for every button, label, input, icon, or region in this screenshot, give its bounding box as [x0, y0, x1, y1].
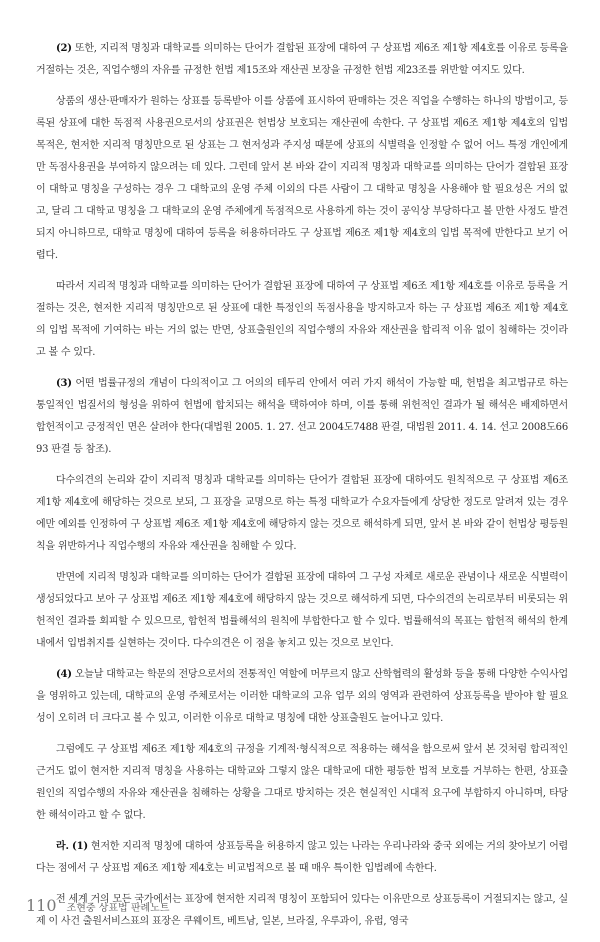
page-footer [26, 896, 170, 915]
paragraph [36, 836, 568, 880]
paragraph-text: 또한, 지리적 명칭과 대학교를 의미하는 단어가 결합된 표장에 대하여 구 상표법 제6조 제1항 제4호를 이유로 등록을 거절하는 것은, 직업수행의 자유를 규정한 헌법 제15조와 재산권 보장을 규정한 헌법 제23조를 위반할 여지도 있다. [36, 43, 568, 76]
paragraph [36, 567, 568, 655]
paragraph-marker: 라. (1) [56, 841, 88, 852]
paragraph-text: 다수의견의 논리와 같이 지리적 명칭과 대학교를 의미하는 단어가 결합된 표장에 대하여도 원칙적으로 구 상표법 제6조 제1항 제4호에 해당하는 것으로 보되, 그 표장을 교명으로 하는 특정 대학교가 수요자들에게 상당한 정도로 알려져 있는 경우에만 예외를 인정하여 구 상표법 제6조 제1항 제4호에 해당하지 않는 것으로 해석하게 되면, 앞서 본 바와 같이 헌법상 평등원칙을 위반하거나 직업수행의 자유와 재산권을 침해할 수 있다. [36, 475, 568, 552]
paragraph-text: 현저한 지리적 명칭에 대하여 상표등록을 허용하지 않고 있는 나라는 우리나라와 중국 외에는 거의 찾아보기 어렵다는 점에서 구 상표법 제6조 제1항 제4호는 비교법적으로 볼 때 매우 특이한 입법례에 속한다. [36, 841, 568, 874]
paragraph [36, 470, 568, 558]
paragraph [36, 91, 568, 267]
paragraph-marker: (2) [56, 43, 72, 54]
paragraph-text: 어떤 법률규정의 개념이 다의적이고 그 어의의 테두리 안에서 여러 가지 해석이 가능할 때, 헌법을 최고법규로 하는 통일적인 법질서의 형성을 위하여 헌법에 합치되는 해석을 택하여야 하며, 이를 통해 위헌적인 결과가 될 해석은 배제하면서 합헌적이고 긍정적인 면은 살려야 한다(대법원 2005. 1. 27. 선고 2004도7488 판결, 대법원 2011. 4. 14. 선고 2008도6693 판결 등 참조). [36, 378, 568, 455]
paragraph-text: 반면에 지리적 명칭과 대학교를 의미하는 단어가 결합된 표장에 대하여 그 구성 자체로 새로운 관념이나 새로운 식별력이 생성되었다고 보아 구 상표법 제6조 제1항 제4호에 해당하지 않는 것으로 해석하게 되면, 다수의견의 논리로부터 비롯되는 위헌적인 결과를 회피할 수 있으므로, 합헌적 법률해석의 원칙에 부합한다고 할 수 있다. 법률해석의 목표는 합헌적 해석의 한계 내에서 입법취지를 실현하는 것이다. 다수의견은 이 점을 놓치고 있는 것으로 보인다. [36, 572, 568, 649]
paragraph-marker: (4) [56, 669, 72, 680]
page-body [36, 38, 568, 942]
paragraph-marker: (3) [56, 378, 72, 389]
page-number: 110 [26, 896, 57, 915]
running-title: 조현중 상표법 판례노트 [66, 903, 170, 914]
paragraph-text: 전 세계 거의 모든 국가에서는 표장에 현저한 지리적 명칭이 포함되어 있다는 이유만으로 상표등록이 거절되지는 않고, 실제 이 사건 출원서비스표의 표장은 쿠웨이트, 베트남, 일본, 브라질, 우루과이, 유럽, 영국 [36, 894, 568, 927]
paragraph [36, 38, 568, 82]
paragraph-text: 오늘날 대학교는 학문의 전당으로서의 전통적인 역할에 머무르지 않고 산학협력의 활성화 등을 통해 다양한 수익사업을 영위하고 있는데, 대학교의 운영 주체로서는 이러한 대학교의 고유 업무 외의 영역과 관련하여 상표등록을 받아야 할 필요성이 오히려 더 크다고 볼 수 있고, 이러한 이유로 대학교 명칭에 대한 상표출원도 늘어나고 있다. [36, 669, 568, 724]
paragraph-text: 상품의 생산·판매자가 원하는 상표를 등록받아 이를 상품에 표시하여 판매하는 것은 직업을 수행하는 하나의 방법이고, 등록된 상표에 대한 독점적 사용권으로서의 상표권은 헌법상 보호되는 재산권에 속한다. 구 상표법 제6조 제1항 제4호의 입법 목적은, 현저한 지리적 명칭만으로 된 상표는 그 현저성과 주지성 때문에 상표의 식별력을 인정할 수 없어 어느 특정 개인에게만 독점사용권을 부여하지 않으려는 데 있다. 그런데 앞서 본 바와 같이 지리적 명칭과 대학교를 의미하는 단어가 결합된 표장이 대학교 명칭을 구성하는 경우 그 대학교의 운영 주체 이외의 다른 사람이 그 대학교 명칭을 사용해야 할 필요성은 거의 없고, 달리 그 대학교 명칭을 그 대학교의 운영 주체에게 독점적으로 사용하게 하는 것이 공익상 부당하다고 볼 만한 사정도 발견되지 아니하므로, 대학교 명칭에 대하여 등록을 허용하더라도 구 상표법 제6조 제1항 제4호의 입법 목적에 반한다고 보기 어렵다. [36, 96, 568, 261]
paragraph [36, 276, 568, 364]
paragraph [36, 664, 568, 730]
paragraph-text: 따라서 지리적 명칭과 대학교를 의미하는 단어가 결합된 표장에 대하여 구 상표법 제6조 제1항 제4호를 이유로 등록을 거절하는 것은, 현저한 지리적 명칭만으로 된 상표에 대한 특정인의 독점사용을 방지하고자 하는 구 상표법 제6조 제1항 제4호의 입법 목적에 기여하는 바는 거의 없는 반면, 상표출원인의 직업수행의 자유와 재산권을 합리적 이유 없이 침해하는 것이라고 볼 수 있다. [36, 281, 568, 358]
paragraph-text: 그럼에도 구 상표법 제6조 제1항 제4호의 규정을 기계적·형식적으로 적용하는 해석을 함으로써 앞서 본 것처럼 합리적인 근거도 없이 현저한 지리적 명칭을 사용하는 대학교와 그렇지 않은 대학교에 대한 평등한 법적 보호를 거부하는 한편, 상표출원인의 직업수행의 자유와 재산권을 침해하는 상황을 그대로 방치하는 것은 현실적인 시대적 요구에 부합하지 아니하며, 타당한 해석이라고 할 수 없다. [36, 744, 568, 821]
paragraph [36, 739, 568, 827]
paragraph [36, 373, 568, 461]
